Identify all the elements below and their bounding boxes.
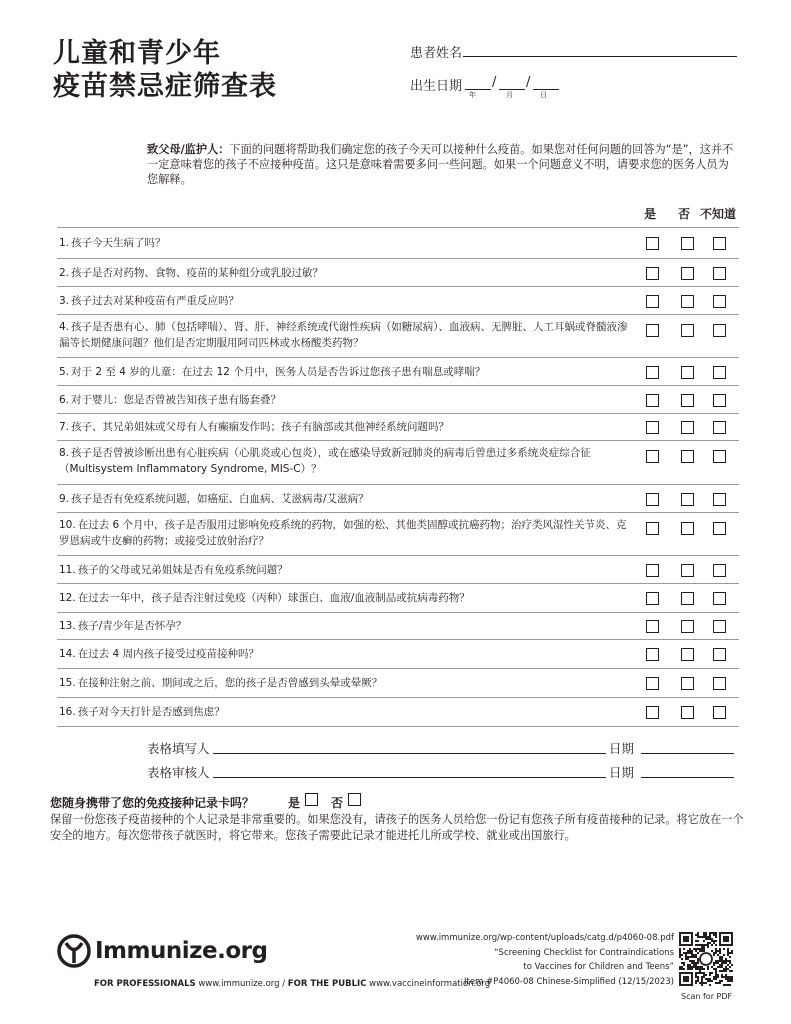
record-keeping-text: 保留一份您孩子疫苗接种的个人记录是非常重要的。如果您没有，请孩子的医务人员给您一份记有您孩子所有疫苗接种的记录。将它放在一个安全的地方。每次您带孩子就医时，将它带来。您孩子需要此记录才能进托儿所或学校、就业或出国旅行。 bbox=[50, 813, 744, 842]
checkbox-no[interactable] bbox=[681, 592, 694, 605]
question-text bbox=[59, 265, 629, 281]
completed-by-field[interactable] bbox=[213, 753, 606, 754]
checkbox-no[interactable] bbox=[681, 493, 694, 506]
question-body: 孩子的父母或兄弟姐妹是否有免疫系统问题？ bbox=[77, 563, 288, 576]
record-card-no-label: 否 bbox=[331, 796, 344, 810]
item-number: Item #P4060-08 Chinese-Simplified (12/15/2023) bbox=[463, 976, 674, 987]
checkbox-no[interactable] bbox=[681, 267, 694, 280]
question-text bbox=[59, 419, 629, 435]
question-body: 对于婴儿：您是否曾被告知孩子患有肠套叠？ bbox=[71, 393, 282, 406]
question-text bbox=[59, 704, 629, 720]
question-body: 孩子过去对某种疫苗有严重反应吗？ bbox=[71, 294, 240, 307]
question-body: 孩子是否对药物、食物、疫苗的某种组分或乳胶过敏？ bbox=[71, 266, 324, 279]
for-professionals-label: FOR PROFESSIONALS bbox=[94, 979, 196, 989]
checkbox-no[interactable] bbox=[681, 394, 694, 407]
checkbox-unknown[interactable] bbox=[713, 394, 726, 407]
question-row bbox=[57, 669, 739, 698]
question-number: 5. bbox=[59, 365, 70, 378]
question-row bbox=[57, 386, 739, 414]
public-link[interactable]: www.vaccineinformation.org bbox=[369, 979, 491, 989]
checkbox-unknown[interactable] bbox=[713, 522, 726, 535]
checkbox-yes[interactable] bbox=[646, 324, 659, 337]
checkbox-yes[interactable] bbox=[646, 295, 659, 308]
question-number: 15. bbox=[59, 677, 76, 689]
question-body: 孩子是否患有心、肺（包括哮喘）、肾、肝、神经系统或代谢性疾病（如糖尿病）、血液病、无脾脏、人工耳蜗或脊髓液渗漏等长期健康问题？他们是否定期服用阿司匹林或水杨酸类药物？ bbox=[59, 321, 628, 349]
checkbox-no[interactable] bbox=[681, 421, 694, 434]
doc-title-line-2: to Vaccines for Children and Teens” bbox=[523, 962, 674, 972]
question-body: 在过去 4 周内孩子接受过疫苗接种吗？ bbox=[77, 648, 260, 660]
question-number: 1. bbox=[59, 237, 70, 249]
question-number: 14. bbox=[59, 648, 76, 660]
checkbox-no[interactable] bbox=[681, 450, 694, 463]
doc-title-line-1: “Screening Checklist for Contraindications bbox=[494, 947, 674, 958]
record-card-no-checkbox[interactable] bbox=[348, 793, 361, 806]
question-row bbox=[57, 613, 739, 640]
question-text bbox=[59, 319, 629, 351]
dob-slash-1: / bbox=[492, 75, 497, 90]
question-body: 在过去 6 个月中，孩子是否服用过影响免疫系统的药物，如强的松、其他类固醇或抗癌药物；治疗类风湿性关节炎、克罗恩病或牛皮癣的药物；或接受过放射治疗？ bbox=[59, 519, 627, 547]
question-row bbox=[57, 414, 739, 441]
checkbox-no[interactable] bbox=[681, 237, 694, 250]
question-text bbox=[59, 445, 629, 477]
immunize-logo-icon bbox=[57, 934, 91, 968]
question-number: 4. bbox=[59, 321, 70, 333]
column-yes-header: 是 bbox=[644, 207, 657, 221]
question-row bbox=[57, 287, 739, 315]
professionals-link[interactable]: www.immunize.org bbox=[198, 979, 280, 989]
reviewed-by-field[interactable] bbox=[213, 777, 606, 778]
question-row bbox=[57, 358, 739, 386]
footer-separator: / bbox=[282, 979, 286, 989]
question-text bbox=[59, 491, 629, 507]
scan-caption: Scan for PDF bbox=[681, 992, 733, 1001]
question-text bbox=[59, 235, 629, 251]
question-body: 孩子对今天打针是否感到焦虑？ bbox=[77, 706, 225, 718]
completed-date-label: 日期 bbox=[609, 741, 635, 756]
reviewed-date-label: 日期 bbox=[609, 765, 635, 780]
checkbox-unknown[interactable] bbox=[713, 366, 726, 379]
record-card-yes-checkbox[interactable] bbox=[305, 793, 318, 806]
question-number: 13. bbox=[59, 620, 76, 632]
question-text bbox=[59, 364, 629, 380]
checkbox-yes[interactable] bbox=[646, 394, 659, 407]
question-number: 8. bbox=[59, 447, 70, 459]
checkbox-yes[interactable] bbox=[646, 677, 659, 690]
checkbox-yes[interactable] bbox=[646, 592, 659, 605]
question-number: 12. bbox=[59, 592, 76, 604]
question-text bbox=[59, 675, 629, 691]
question-number: 16. bbox=[59, 706, 76, 718]
checkbox-yes[interactable] bbox=[646, 648, 659, 661]
question-text bbox=[59, 293, 629, 309]
footer-doc-info bbox=[416, 931, 674, 989]
question-number: 10. bbox=[59, 519, 76, 531]
checkbox-unknown[interactable] bbox=[713, 564, 726, 577]
question-row bbox=[57, 556, 739, 584]
checkbox-no[interactable] bbox=[681, 295, 694, 308]
question-number: 9. bbox=[59, 492, 70, 505]
checkbox-unknown[interactable] bbox=[713, 324, 726, 337]
reviewed-by-label: 表格审核人 bbox=[147, 765, 210, 780]
question-row bbox=[57, 228, 739, 259]
patient-name-field[interactable] bbox=[463, 56, 737, 57]
questions-table bbox=[57, 227, 739, 727]
checkbox-no[interactable] bbox=[681, 620, 694, 633]
question-number: 2. bbox=[59, 266, 70, 279]
title-line-1: 儿童和青少年 bbox=[53, 38, 221, 69]
intro-lead: 致父母/监护人： bbox=[147, 143, 230, 156]
question-text bbox=[59, 392, 629, 408]
checkbox-unknown[interactable] bbox=[713, 295, 726, 308]
checkbox-no[interactable] bbox=[681, 366, 694, 379]
checkbox-unknown[interactable] bbox=[713, 620, 726, 633]
checkbox-unknown[interactable] bbox=[713, 677, 726, 690]
checkbox-unknown[interactable] bbox=[713, 237, 726, 250]
question-row bbox=[57, 259, 739, 287]
question-text bbox=[59, 590, 629, 606]
immunize-logo-text: Immunize.org bbox=[95, 938, 268, 964]
record-card-question: 您随身携带了您的免疫接种记录卡吗？ bbox=[50, 796, 255, 810]
intro-text: 下面的问题将帮助我们确定您的孩子今天可以接种什么疫苗。如果您对任何问题的回答为“是”，这并不一定意味着您的孩子不应接种疫苗。这只是意味着需要多问一些问题。如果一个问题意义不明，请要求您的医务人员为您解释。 bbox=[147, 143, 734, 186]
question-number: 11. bbox=[59, 563, 76, 576]
intro-paragraph bbox=[147, 142, 739, 187]
patient-name-label: 患者姓名 bbox=[410, 46, 463, 61]
checkbox-no[interactable] bbox=[681, 564, 694, 577]
checkbox-unknown[interactable] bbox=[713, 421, 726, 434]
column-no-header: 否 bbox=[678, 207, 691, 221]
immunize-logo[interactable] bbox=[57, 933, 267, 969]
checkbox-yes[interactable] bbox=[646, 493, 659, 506]
completed-date-field[interactable] bbox=[641, 753, 734, 754]
question-row bbox=[57, 513, 739, 556]
completed-by-label: 表格填写人 bbox=[147, 741, 210, 756]
checkbox-unknown[interactable] bbox=[713, 493, 726, 506]
question-body: 在接种注射之前、期间或之后，您的孩子是否曾感到头晕或晕厥？ bbox=[77, 677, 383, 689]
question-number: 3. bbox=[59, 294, 70, 307]
dob-label: 出生日期 bbox=[410, 79, 463, 94]
checkbox-unknown[interactable] bbox=[713, 648, 726, 661]
checkbox-unknown[interactable] bbox=[713, 267, 726, 280]
qr-code-icon[interactable] bbox=[679, 932, 733, 986]
dob-slash-2: / bbox=[526, 75, 531, 90]
question-number: 6. bbox=[59, 393, 70, 406]
checkbox-yes[interactable] bbox=[646, 421, 659, 434]
record-card-yes-label: 是 bbox=[288, 796, 301, 810]
pdf-url[interactable]: www.immunize.org/wp-content/uploads/catg.d/p4060-08.pdf bbox=[415, 933, 674, 943]
dob-month-sub: 月 bbox=[506, 91, 513, 99]
question-body: 对于 2 至 4 岁的儿童：在过去 12 个月中，医务人员是否告诉过您孩子患有喘息或哮喘？ bbox=[71, 365, 486, 378]
reviewed-date-field[interactable] bbox=[641, 777, 734, 778]
question-row bbox=[57, 441, 739, 485]
checkbox-yes[interactable] bbox=[646, 366, 659, 379]
checkbox-yes[interactable] bbox=[646, 564, 659, 577]
checkbox-yes[interactable] bbox=[646, 522, 659, 535]
question-text bbox=[59, 562, 629, 578]
dob-day-sub: 日 bbox=[540, 91, 547, 99]
question-number: 7. bbox=[59, 421, 70, 433]
column-unknown-header: 不知道 bbox=[700, 207, 737, 221]
title-line-2: 疫苗禁忌症筛查表 bbox=[53, 71, 277, 102]
checkbox-yes[interactable] bbox=[646, 450, 659, 463]
checkbox-unknown[interactable] bbox=[713, 450, 726, 463]
question-row bbox=[57, 485, 739, 513]
question-row bbox=[57, 315, 739, 358]
question-row bbox=[57, 640, 739, 669]
question-row bbox=[57, 698, 739, 727]
question-body: 孩子、其兄弟姐妹或父母有人有癫痫发作吗；孩子有脑部或其他神经系统问题吗？ bbox=[71, 421, 450, 433]
checkbox-yes[interactable] bbox=[646, 620, 659, 633]
checkbox-no[interactable] bbox=[681, 648, 694, 661]
question-text bbox=[59, 646, 629, 662]
question-body: 孩子今天生病了吗？ bbox=[71, 237, 166, 249]
question-text bbox=[59, 618, 629, 634]
question-text bbox=[59, 517, 629, 549]
checkbox-no[interactable] bbox=[681, 706, 694, 719]
for-public-label: FOR THE PUBLIC bbox=[287, 979, 367, 989]
question-body: 孩子是否曾被诊断出患有心脏疾病（心肌炎或心包炎），或在感染导致新冠肺炎的病毒后曾患过多系统炎症综合征（Multisystem Inflammatory Syndrome, MIS-C）？ bbox=[59, 447, 591, 475]
question-body: 孩子/青少年是否怀孕？ bbox=[77, 620, 187, 632]
question-body: 孩子是否有免疫系统问题，如癌症、白血病、艾滋病毒/艾滋病？ bbox=[71, 492, 369, 505]
question-row bbox=[57, 584, 739, 613]
checkbox-yes[interactable] bbox=[646, 237, 659, 250]
question-body: 在过去一年中，孩子是否注射过免疫（丙种）球蛋白、血液/血液制品或抗病毒药物？ bbox=[77, 592, 470, 604]
dob-year-sub: 年 bbox=[469, 91, 476, 99]
checkbox-yes[interactable] bbox=[646, 706, 659, 719]
checkbox-unknown[interactable] bbox=[713, 592, 726, 605]
page-title bbox=[53, 37, 277, 103]
checkbox-no[interactable] bbox=[681, 522, 694, 535]
checkbox-no[interactable] bbox=[681, 324, 694, 337]
checkbox-no[interactable] bbox=[681, 677, 694, 690]
checkbox-yes[interactable] bbox=[646, 267, 659, 280]
checkbox-unknown[interactable] bbox=[713, 706, 726, 719]
